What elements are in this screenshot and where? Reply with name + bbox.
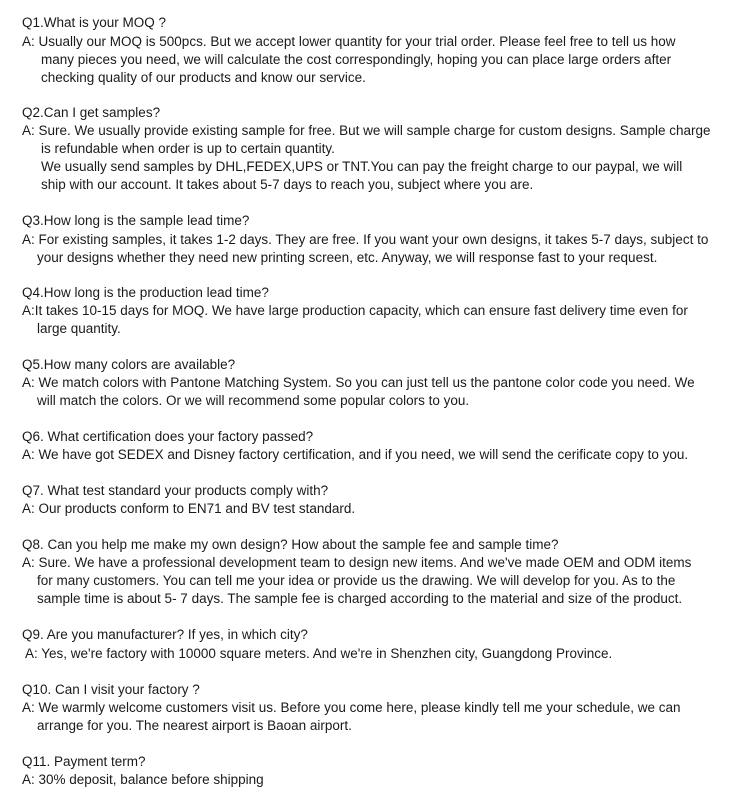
answer-3 [22, 231, 740, 267]
answer-line: many pieces you need, we will calculate the cost correspondingly, hoping you can place large orders after [41, 52, 672, 67]
answer-line: A: We match colors with Pantone Matching System. So you can just tell us the pantone color code you need. We [22, 375, 695, 390]
answer-line: your designs whether they need new printing screen, etc. Anyway, we will response fast to your request. [37, 250, 658, 265]
answer-11 [22, 771, 740, 789]
answer-line: A: Sure. We have a professional development team to design new items. And we've made OEM and ODM items [22, 555, 692, 570]
question-5: Q5.How many colors are available? [22, 357, 236, 372]
answer-line: for many customers. You can tell me your idea or provide us the drawing. We will develop for you. As to the [37, 573, 676, 588]
answer-8 [22, 554, 740, 608]
answer-line: A: Sure. We usually provide existing sample for free. But we will sample charge for custom designs. Sample charge [22, 123, 711, 138]
question-10: Q10. Can I visit your factory ? [22, 682, 200, 697]
answer-line: A: We warmly welcome customers visit us. Before you come here, please kindly tell me your schedule, we can [22, 700, 681, 715]
question-3: Q3.How long is the sample lead time? [22, 213, 250, 228]
answer-line: A: We have got SEDEX and Disney factory certification, and if you need, we will send the cerificate copy to you. [22, 447, 689, 462]
question-11: Q11. Payment term? [22, 754, 146, 769]
question-9: Q9. Are you manufacturer? If yes, in which city? [22, 627, 308, 642]
question-7: Q7. What test standard your products comply with? [22, 483, 329, 498]
question-6: Q6. What certification does your factory passed? [22, 429, 314, 444]
answer-line: A: 30% deposit, balance before shipping [22, 772, 264, 787]
answer-line: arrange for you. The nearest airport is Baoan airport. [37, 718, 352, 733]
answer-line: A: Yes, we're factory with 10000 square meters. And we're in Shenzhen city, Guangdong Province. [25, 646, 613, 661]
answer-5 [22, 374, 740, 410]
answer-line: We usually send samples by DHL,FEDEX,UPS or TNT.You can pay the freight charge to our paypal, we will [41, 159, 683, 174]
answer-2 [22, 122, 740, 194]
question-8: Q8. Can you help me make my own design? How about the sample fee and sample time? [22, 537, 559, 552]
answer-line: A:It takes 10-15 days for MOQ. We have large production capacity, which can ensure fast delivery time even for [22, 303, 688, 318]
answer-line: large quantity. [37, 321, 121, 336]
answer-line: checking quality of our products and know our service. [41, 70, 366, 85]
answer-10 [22, 699, 740, 735]
answer-9 [22, 645, 740, 663]
question-1: Q1.What is your MOQ ? [22, 15, 167, 30]
answer-4 [22, 302, 740, 338]
answer-line: will match the colors. Or we will recommend some popular colors to you. [37, 393, 470, 408]
answer-6 [22, 446, 740, 464]
answer-line: A: Our products conform to EN71 and BV test standard. [22, 501, 356, 516]
answer-1 [22, 33, 740, 87]
answer-line: sample time is about 5- 7 days. The sample fee is charged according to the material and size of the product. [37, 591, 683, 606]
question-2: Q2.Can I get samples? [22, 105, 161, 120]
answer-7 [22, 500, 740, 518]
answer-line: A: For existing samples, it takes 1-2 days. They are free. If you want your own designs, it takes 5-7 days, subject to [22, 232, 709, 247]
answer-line: ship with our account. It takes about 5-7 days to reach you, subject where you are. [41, 177, 534, 192]
answer-line: is refundable when order is up to certain quantity. [41, 141, 335, 156]
answer-line: A: Usually our MOQ is 500pcs. But we accept lower quantity for your trial order. Please feel free to tell us how [22, 34, 676, 49]
question-4: Q4.How long is the production lead time? [22, 285, 269, 300]
